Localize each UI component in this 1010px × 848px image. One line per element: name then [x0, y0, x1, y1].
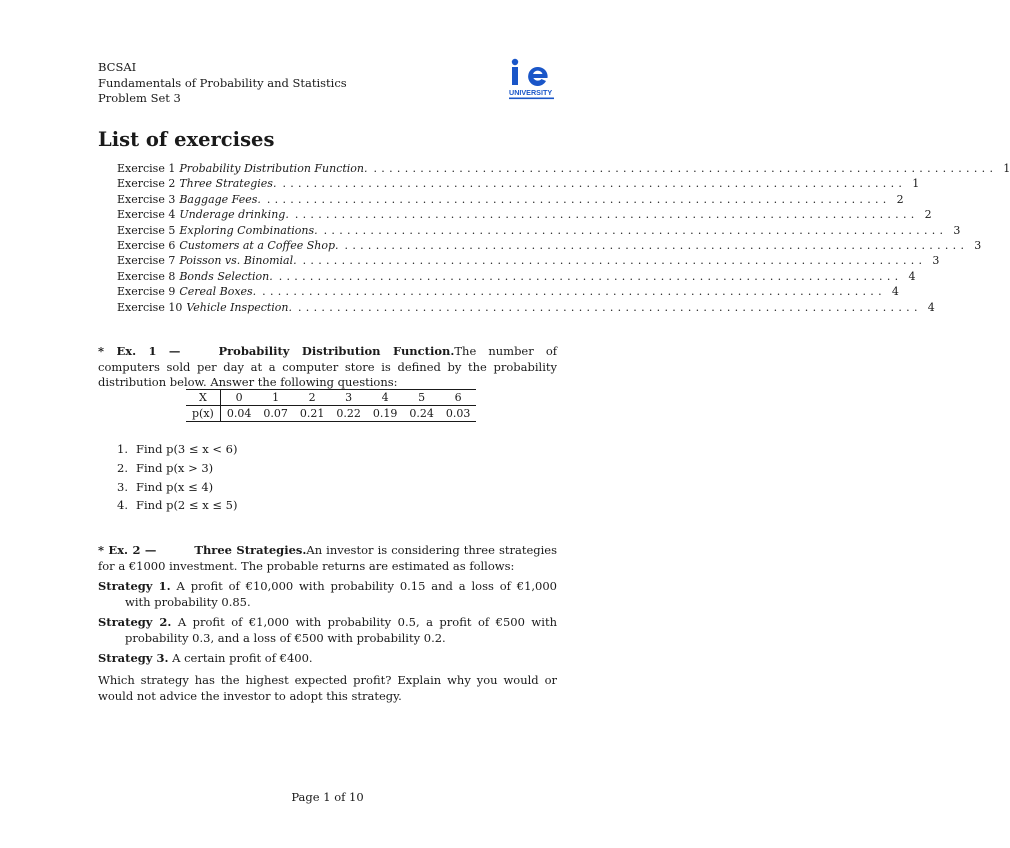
exercise-1-title: Probability Distribution Function.: [218, 344, 455, 358]
exercise-1-text: The number of computers sold per day at a computer store is defined by the probability distribution below. Answer the following questions:: [98, 344, 557, 389]
toc-item-title: Poisson vs. Binomial.: [179, 254, 297, 268]
question-number: 1.: [117, 442, 128, 456]
strategy-3-label: Strategy 3.: [98, 651, 169, 665]
toc-item-title: Underage drinking.: [179, 208, 289, 222]
table-p-value: 0.04: [220, 406, 257, 422]
table-p-header: p(x): [186, 406, 220, 422]
toc-item-title: Customers at a Coffee Shop.: [179, 238, 339, 252]
strategy-3-text: A certain profit of €400.: [172, 651, 313, 665]
question-number: 3.: [117, 479, 128, 494]
toc-item[interactable]: [117, 238, 982, 253]
exercise-2-question: Which strategy has the highest expected profit? Explain why you would or would not advice the investor to adopt this strategy.: [98, 673, 557, 703]
table-x-value: 2: [294, 390, 331, 406]
exercise-1: [98, 344, 557, 391]
toc-item[interactable]: [117, 192, 904, 207]
table-p-value: 0.21: [294, 406, 331, 422]
toc-item-title: Cereal Boxes.: [179, 285, 257, 299]
course-title: Fundamentals of Probability and Statistics: [98, 75, 347, 90]
question-number: 4.: [117, 498, 128, 513]
strategy-1-label: Strategy 1.: [98, 579, 171, 593]
table-p-value: 0.24: [403, 406, 440, 422]
toc-item-page: 3: [932, 254, 940, 268]
toc-item[interactable]: [117, 300, 935, 315]
toc-leader-dots: ................................................................................: [294, 208, 919, 222]
toc-item-page: 3: [953, 223, 961, 237]
toc-item-title: Three Strategies.: [179, 177, 277, 191]
toc-item-label: Exercise 1: [117, 162, 176, 175]
toc-item-title: Vehicle Inspection.: [186, 300, 293, 314]
question-item: [117, 440, 237, 459]
toc-item-label: Exercise 9: [117, 285, 176, 299]
toc-leader-dots: ................................................................................: [302, 254, 927, 268]
toc-item-label: Exercise 10: [117, 300, 183, 314]
table-p-value: 0.22: [330, 406, 367, 422]
exercise-2: [98, 543, 557, 574]
exercise-1-questions: [117, 440, 237, 515]
toc-item-page: 4: [908, 269, 916, 283]
toc-item[interactable]: [117, 223, 961, 238]
probability-table: [186, 389, 476, 422]
toc-item-title: Bonds Selection.: [179, 269, 273, 283]
toc-leader-dots: ................................................................................: [298, 300, 922, 314]
toc-leader-dots: ................................................................................: [278, 269, 903, 283]
toc-item-title: Baggage Fees.: [179, 192, 261, 206]
toc-item-label: Exercise 8: [117, 269, 176, 283]
table-x-header: X: [186, 390, 220, 406]
ie-university-logo-icon: [508, 57, 558, 102]
table-of-contents: [117, 161, 1010, 315]
table-p-value: 0.07: [257, 406, 294, 422]
document-header: [98, 60, 347, 107]
page-number: Page 1 of 10: [291, 790, 364, 804]
toc-item[interactable]: [117, 269, 916, 284]
toc-item-title: Probability Distribution Function.: [179, 162, 368, 175]
toc-title: List of exercises: [98, 128, 275, 151]
course-code: BCSAI: [98, 60, 137, 74]
toc-leader-dots: ................................................................................: [262, 285, 886, 299]
table-x-value: 5: [403, 390, 440, 406]
toc-item-page: 2: [924, 208, 932, 222]
logo-university-text: UNIVERSITY: [509, 88, 553, 97]
question-text: Find p(3 ≤ x < 6): [136, 442, 238, 456]
toc-item-page: 3: [974, 238, 982, 252]
toc-item[interactable]: [117, 284, 899, 299]
strategy-2-text: A profit of €1,000 with probability 0.5, a profit of €500 with probability 0.3, and a loss of €500 with probability 0.2.: [125, 615, 557, 645]
table-x-value: 1: [257, 390, 294, 406]
question-text: Find p(x ≤ 4): [136, 479, 214, 494]
table-x-value: 4: [367, 390, 404, 406]
toc-item-page: 4: [927, 300, 935, 314]
toc-leader-dots: ................................................................................: [323, 223, 948, 237]
question-item: [117, 459, 237, 478]
toc-item[interactable]: [117, 161, 1010, 176]
toc-leader-dots: ................................................................................: [282, 177, 907, 191]
toc-item-title: Exploring Combinations.: [179, 223, 318, 237]
exercise-2-marker: * Ex. 2 —: [98, 543, 157, 557]
toc-leader-dots: ................................................................................: [344, 238, 969, 252]
toc-item[interactable]: [117, 253, 940, 268]
table-x-value: 6: [440, 390, 477, 406]
table-p-value: 0.19: [367, 406, 404, 422]
table-x-value: 3: [330, 390, 367, 406]
toc-item-label: Exercise 2: [117, 177, 176, 191]
toc-item[interactable]: [117, 176, 920, 191]
toc-item-page: 4: [891, 285, 899, 299]
exercise-2-title: Three Strategies.: [194, 543, 307, 557]
exercise-1-marker: * Ex. 1 —: [98, 344, 181, 358]
toc-item-label: Exercise 3: [117, 192, 176, 206]
toc-item-page: 1: [1003, 162, 1010, 175]
question-text: Find p(x > 3): [136, 460, 214, 475]
toc-item[interactable]: [117, 207, 932, 222]
question-text: Find p(2 ≤ x ≤ 5): [136, 498, 238, 513]
toc-item-label: Exercise 5: [117, 223, 176, 237]
toc-item-label: Exercise 7: [117, 254, 176, 268]
toc-leader-dots: ................................................................................: [266, 192, 891, 206]
exercise-2-text: An investor is considering three strategies for a €1000 investment. The probable returns are estimated as follows:: [98, 543, 557, 573]
table-p-value: 0.03: [440, 406, 477, 422]
question-item: [117, 478, 237, 497]
question-item: [117, 496, 237, 515]
strategy-1: [98, 579, 557, 610]
table-x-value: 0: [220, 390, 257, 406]
strategy-2-label: Strategy 2.: [98, 615, 172, 629]
question-number: 2.: [117, 460, 128, 475]
toc-leader-dots: ................................................................................: [373, 162, 998, 175]
toc-item-page: 1: [912, 177, 920, 191]
strategy-2: [98, 615, 557, 646]
problem-set-label: Problem Set 3: [98, 91, 181, 105]
toc-item-label: Exercise 6: [117, 238, 176, 252]
strategy-1-text: A profit of €10,000 with probability 0.15 and a loss of €1,000 with probability 0.85.: [125, 579, 557, 609]
strategy-3: [98, 651, 557, 667]
toc-item-label: Exercise 4: [117, 208, 176, 222]
toc-item-page: 2: [896, 192, 904, 206]
